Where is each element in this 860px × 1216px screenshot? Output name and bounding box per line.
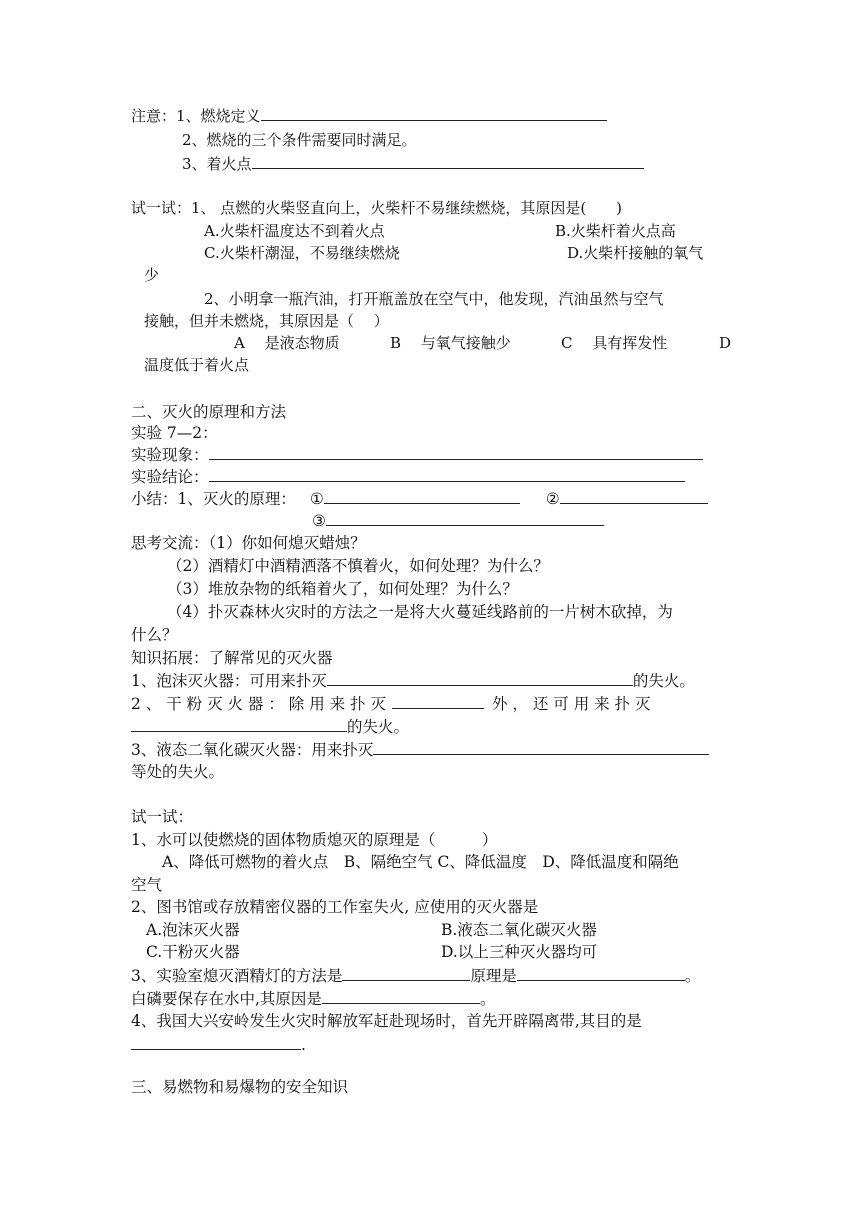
note-ignition-label: 3、着火点 bbox=[182, 155, 252, 173]
section-3-heading: 三、易燃物和易爆物的安全知识 bbox=[131, 1078, 349, 1096]
extend-title: 知识拓展：了解常见的灭火器 bbox=[131, 649, 333, 667]
try2-question-3-line-2 bbox=[131, 989, 495, 1008]
try1-q1-option-b: B.火柴杆着火点高 bbox=[555, 222, 676, 240]
try1-q2-option-d: D bbox=[719, 334, 732, 352]
try1-q2-option-a: A 是液态物质 bbox=[234, 334, 340, 352]
try1-q2-option-d-cont: 温度低于着火点 bbox=[144, 356, 250, 374]
powder-extinguisher-suffix: 的失火。 bbox=[347, 718, 410, 736]
powder-extinguisher-mid: 外 ， 还 可 用 来 扑 灭 bbox=[492, 695, 651, 713]
experiment-label: 实验 7—2： bbox=[131, 424, 218, 442]
white-phosphorus-end: 。 bbox=[479, 990, 496, 1008]
try1-question-2-line-2: 接触，但并未燃烧，其原因是（ ） bbox=[144, 312, 389, 330]
summary-line-2 bbox=[312, 511, 604, 530]
try2-q2-option-a: A.泡沫灭火器 bbox=[146, 921, 240, 939]
blank-principle-2 bbox=[560, 489, 708, 504]
try2-q1-options: A、降低可燃物的着火点 B、隔绝空气 C、降低温度 D、降低温度和隔绝 bbox=[162, 853, 679, 871]
blank-phenomenon bbox=[209, 445, 703, 460]
note-definition-label: 注意：1、燃烧定义 bbox=[131, 107, 261, 125]
try2-title: 试一试： bbox=[131, 808, 194, 826]
extend-item-3 bbox=[131, 740, 709, 759]
note-line-1 bbox=[131, 106, 607, 125]
try2-question-1: 1、水可以使燃烧的固体物质熄灭的原理是（ ） bbox=[131, 831, 498, 849]
try1-q1-option-d: D.火柴杆接触的氧气 bbox=[567, 244, 704, 262]
summary-line bbox=[131, 489, 708, 508]
try2-q3-end: 。 bbox=[684, 967, 701, 985]
try2-q2-option-c: C.干粉灭火器 bbox=[146, 943, 240, 961]
try2-q2-option-d: D.以上三种灭火器均可 bbox=[441, 943, 598, 961]
experiment-conclusion-line bbox=[131, 467, 685, 486]
blank-principle-3 bbox=[326, 511, 604, 526]
try2-q1-options-cont: 空气 bbox=[131, 876, 163, 894]
blank-powder-2 bbox=[131, 717, 347, 732]
blank-powder-1 bbox=[392, 694, 484, 709]
try2-question-4: 4、我国大兴安岭发生火灾时解放军赶赴现场时，首先开辟隔离带,其目的是 bbox=[131, 1012, 642, 1030]
try1-q1-option-d-cont: 少 bbox=[144, 266, 160, 284]
extend-item-3-cont: 等处的失火。 bbox=[131, 763, 225, 781]
think-question-4-line-1: （4）扑灭森林火灾时的方法之一是将大火蔓延线路前的一片树木砍掉，为 bbox=[167, 603, 673, 621]
try2-q3-principle-label: 原理是 bbox=[470, 967, 517, 985]
blank-principle-1 bbox=[324, 489, 520, 504]
try1-q2-option-b: B 与氧气接触少 bbox=[390, 334, 511, 352]
think-title: 思考交流：（1）你如何熄灭蜡烛？ bbox=[131, 534, 366, 552]
phenomenon-label: 实验现象： bbox=[131, 446, 209, 464]
blank-conclusion bbox=[209, 467, 685, 482]
blank-co2-extinguisher bbox=[373, 740, 709, 755]
think-question-3: （3）堆放杂物的纸箱着火了，如何处理？为什么？ bbox=[167, 580, 518, 598]
note-line-3 bbox=[182, 154, 644, 173]
extend-item-2 bbox=[131, 694, 651, 713]
blank-white-phosphorus bbox=[322, 989, 480, 1004]
extend-item-1 bbox=[131, 671, 695, 690]
try1-question-2-line-1: 2、小明拿一瓶汽油，打开瓶盖放在空气中，他发现，汽油虽然与空气 bbox=[204, 290, 664, 308]
blank-ignition-point bbox=[252, 154, 644, 169]
foam-extinguisher-label: 1、泡沫灭火器：可用来扑灭 bbox=[131, 672, 327, 690]
principle-marker-3: ③ bbox=[312, 512, 326, 530]
co2-extinguisher-label: 3、液态二氧化碳灭火器：用来扑灭 bbox=[131, 741, 374, 759]
note-line-2: 2、燃烧的三个条件需要同时满足。 bbox=[182, 131, 417, 149]
conclusion-label: 实验结论： bbox=[131, 468, 209, 486]
foam-extinguisher-suffix: 的失火。 bbox=[632, 672, 695, 690]
principle-marker-1: ① bbox=[309, 490, 324, 508]
think-question-4-line-2: 什么？ bbox=[131, 626, 178, 644]
try2-q3-label: 3、实验室熄灭酒精灯的方法是 bbox=[131, 967, 343, 985]
blank-lamp-principle bbox=[517, 966, 685, 981]
try1-question-1: 试一试：1、 点燃的火柴竖直向上，火柴杆不易继续燃烧，其原因是( ) bbox=[131, 199, 623, 217]
try2-question-2: 2、图书馆或存放精密仪器的工作室失火, 应使用的灭火器是 bbox=[131, 898, 539, 916]
blank-firebreak-purpose bbox=[131, 1035, 301, 1050]
summary-label: 小结：1、灭火的原理： bbox=[131, 490, 296, 508]
try1-q2-option-c: C 具有挥发性 bbox=[561, 334, 668, 352]
principle-marker-2: ② bbox=[545, 490, 560, 508]
blank-foam-extinguisher bbox=[327, 671, 633, 686]
blank-lamp-method bbox=[342, 966, 470, 981]
powder-extinguisher-label: 2 、 干 粉 灭 火 器 ： 除 用 来 扑 灭 bbox=[131, 695, 386, 713]
section-2-heading: 二、灭火的原理和方法 bbox=[131, 403, 287, 421]
try2-q4-end: . bbox=[301, 1036, 306, 1054]
experiment-phenomenon-line bbox=[131, 445, 703, 464]
extend-item-2-cont bbox=[131, 717, 409, 736]
blank-combustion-definition bbox=[261, 106, 607, 121]
try2-question-3 bbox=[131, 966, 700, 985]
white-phosphorus-label: 白磷要保存在水中,其原因是 bbox=[131, 990, 322, 1008]
try2-q2-option-b: B.液态二氧化碳灭火器 bbox=[441, 921, 597, 939]
try1-q1-option-c: C.火柴杆潮湿，不易继续燃烧 bbox=[204, 244, 400, 262]
think-question-2: （2）酒精灯中酒精洒落不慎着火，如何处理？为什么？ bbox=[167, 557, 549, 575]
try1-q1-option-a: A.火柴杆温度达不到着火点 bbox=[204, 222, 385, 240]
try2-question-4-cont bbox=[131, 1035, 306, 1054]
